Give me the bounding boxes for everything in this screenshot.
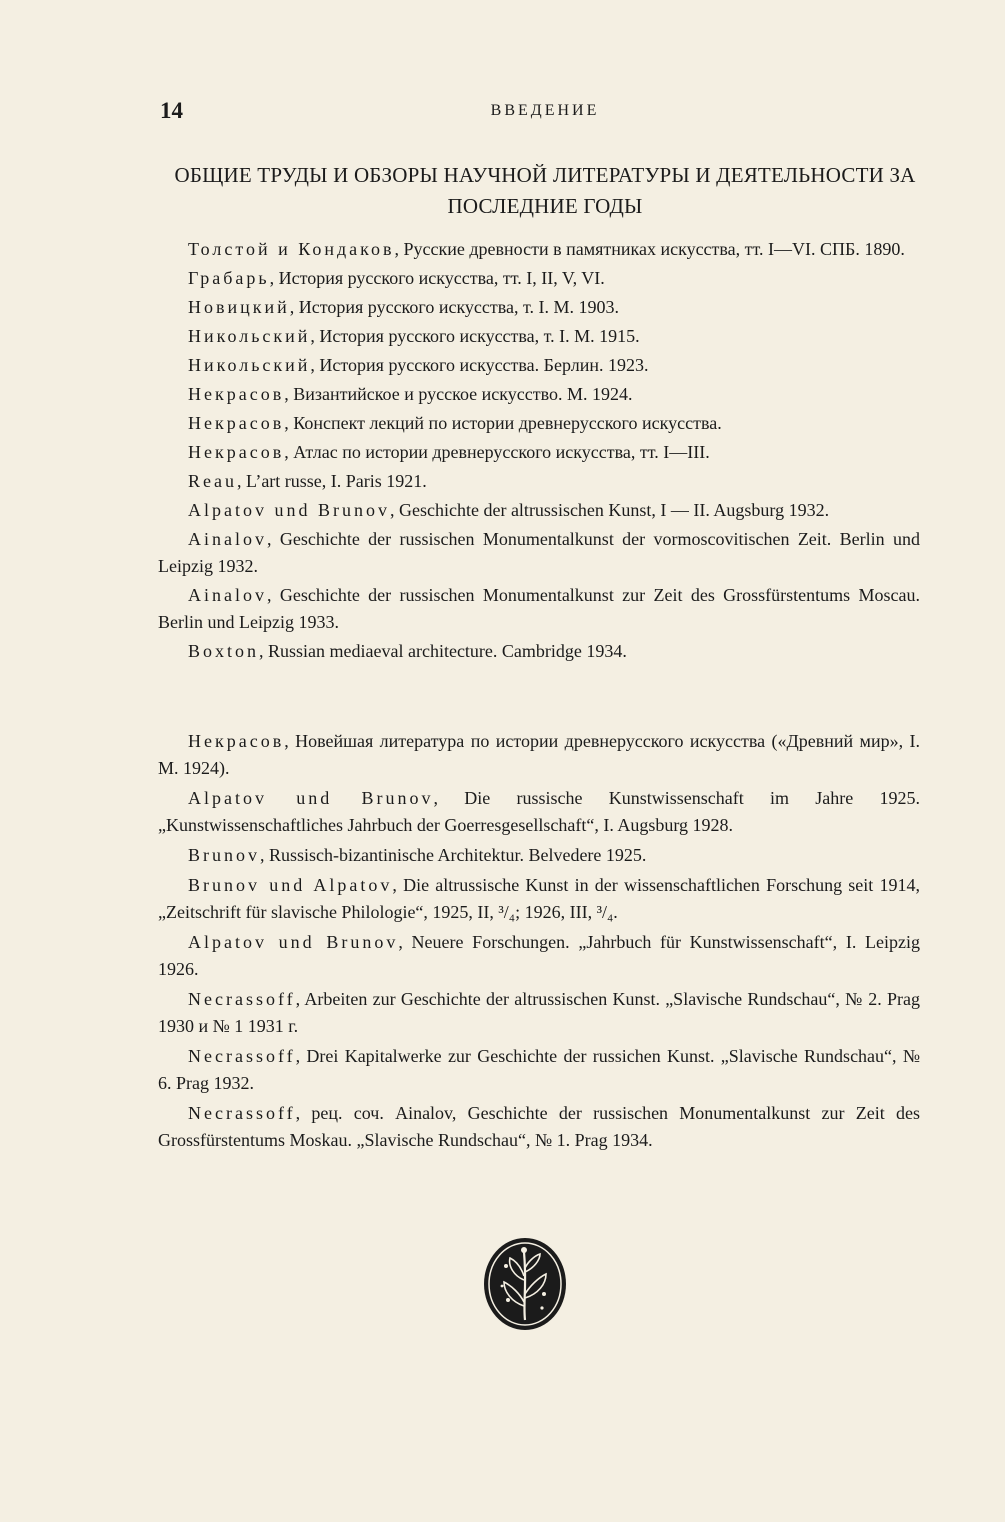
entry-text: , L’art russe, I. Paris 1921. [236, 471, 427, 491]
entry-author: Necrassoff [188, 989, 296, 1009]
entry-text: , История русского искусства. Берлин. 1923. [310, 355, 649, 375]
entry-author: Некрасов [188, 413, 285, 433]
entry-author: Necrassoff [188, 1103, 296, 1123]
entry-author: Новицкий [188, 297, 290, 317]
literature-reviews-list [158, 728, 920, 1157]
entry-text: , Новейшая литература по истории древнерусского искусства («Древний мир», I. М. 1924). [158, 731, 920, 778]
entry-text: , Geschichte der altrussischen Kunst, I — II. Augsburg 1932. [390, 500, 830, 520]
page-header [160, 98, 930, 134]
bibliography-entry [158, 1100, 920, 1154]
entry-text: , рец. соч. Ainalov, Geschichte der russischen Monumentalkunst zur Zeit des Grossfürstentums Moskau. „Slavische Rundschau“, № 1. Prag 1934. [158, 1103, 920, 1150]
bibliography-entry [158, 785, 920, 839]
entry-author: Alpatov und Brunov [188, 500, 390, 520]
entry-author: Никольский [188, 355, 311, 375]
entry-text: , Geschichte der russischen Monumentalkunst zur Zeit des Grossfürstentums Moscau. Berlin und Leipzig 1933. [158, 585, 920, 632]
bibliography-entry [158, 929, 920, 983]
entry-text: , Die russische Kunstwissenschaft im Jahre 1925. „Kunstwissenschaftliches Jahrbuch der Goerresgesellschaft“, I. Augsburg 1928. [158, 788, 920, 835]
entry-author: Ainalov [188, 585, 267, 605]
entry-author: Necrassoff [188, 1046, 296, 1066]
entry-author: Brunov und Alpatov [188, 875, 393, 895]
entry-author: Некрасов [188, 442, 285, 462]
bibliography-entry [158, 294, 920, 321]
entry-text: , Византийское и русское искусство. М. 1924. [284, 384, 633, 404]
entry-text: , История русского искусства, т. I. М. 1915. [310, 326, 640, 346]
entry-text: , Arbeiten zur Geschichte der altrussischen Kunst. „Slavische Rundschau“, № 2. Prag 1930 и № 1 1931 г. [158, 989, 920, 1036]
entry-text: , Атлас по истории древнерусского искусства, тт. I—III. [284, 442, 710, 462]
entry-author: Alpatov und Brunov [188, 788, 434, 808]
bibliography-entry [158, 323, 920, 350]
bibliography-entry [158, 410, 920, 437]
bibliography-entry [158, 638, 920, 665]
bibliography-entry [158, 497, 920, 524]
running-head: ВВЕДЕНИЕ [490, 102, 600, 119]
general-works-list [158, 236, 920, 667]
entry-author: Никольский [188, 326, 311, 346]
entry-author: Reau [188, 471, 237, 491]
bibliography-entry [158, 236, 920, 263]
bibliography-entry [158, 468, 920, 495]
bibliography-entry [158, 526, 920, 580]
entry-author: Ainalov [188, 529, 267, 549]
bibliography-entry [158, 986, 920, 1040]
entry-author: Некрасов [188, 731, 285, 751]
entry-author: Грабарь [188, 268, 270, 288]
bibliography-entry [158, 842, 920, 869]
entry-author: Boxton [188, 641, 260, 661]
bibliography-entry [158, 1043, 920, 1097]
entry-text: , История русского искусства, тт. I, II, V, VI. [269, 268, 605, 288]
bibliography-entry [158, 439, 920, 466]
entry-text: , История русского искусства, т. I. М. 1903. [289, 297, 620, 317]
entry-text: , Neuere Forschungen. „Jahrbuch für Kunstwissenschaft“, I. Leipzig 1926. [158, 932, 920, 979]
entry-text: , Drei Kapitalwerke zur Geschichte der russichen Kunst. „Slavische Rundschau“, № 6. Prag 1932. [158, 1046, 920, 1093]
entry-text: , Geschichte der russischen Monumentalkunst der vormoscovitischen Zeit. Berlin und Leipzig 1932. [158, 529, 920, 576]
entry-text: , Русские древности в памятниках искусства, тт. I—VI. СПБ. 1890. [394, 239, 905, 259]
section-title: ОБЩИЕ ТРУДЫ И ОБЗОРЫ НАУЧНОЙ ЛИТЕРАТУРЫ И ДЕЯТЕЛЬНОСТИ ЗА ПОСЛЕДНИЕ ГОДЫ [174, 163, 916, 218]
bibliography-entry [158, 872, 920, 926]
bibliography-entry [158, 352, 920, 379]
bibliography-entry [158, 728, 920, 782]
entry-text: , Конспект лекций по истории древнерусского искусства. [284, 413, 722, 433]
entry-author: Толстой и Кондаков [188, 239, 395, 259]
page-number: 14 [160, 98, 183, 123]
floral-vignette-icon [482, 1236, 568, 1332]
entry-text: , Russian mediaeval architecture. Cambridge 1934. [259, 641, 627, 661]
entry-text: , Russisch-bizantinische Architektur. Belvedere 1925. [260, 845, 647, 865]
entry-text: , Die altrussische Kunst in der wissenschaftlichen Forschung seit 1914, „Zeitschrift für slavische Philologie“, 1925, II, ³/₄; 1926, III, ³/₄. [158, 875, 920, 922]
bibliography-entry [158, 381, 920, 408]
bibliography-entry [158, 265, 920, 292]
entry-author: Brunov [188, 845, 260, 865]
entry-author: Некрасов [188, 384, 285, 404]
entry-author: Alpatov und Brunov [188, 932, 399, 952]
bibliography-entry [158, 582, 920, 636]
